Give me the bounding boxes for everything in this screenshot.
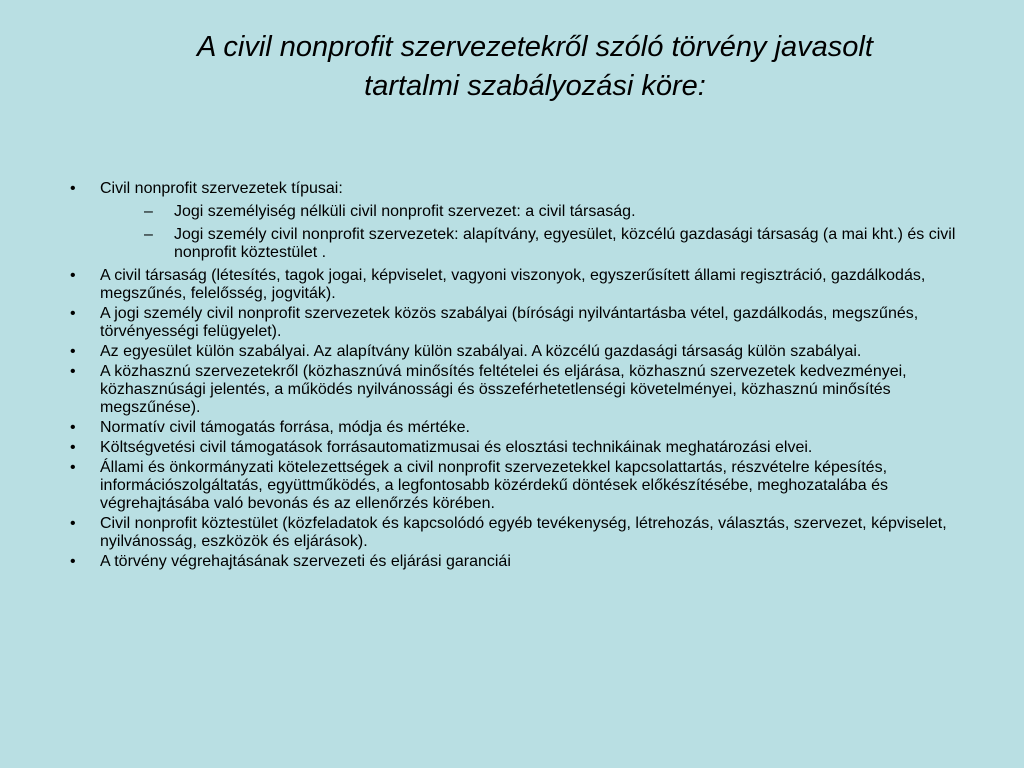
sub-list-item — [100, 203, 970, 221]
list-item — [70, 305, 970, 341]
dash-icon: – — [144, 226, 153, 243]
sub-list-item — [100, 226, 970, 262]
bullet-icon: • — [70, 459, 76, 476]
list-item-text: Civil nonprofit köztestület (közfeladatok és kapcsolódó egyéb tevékenység, létrehozás, választás, szervezet, képviselet, nyilvánosság, eszközök és eljárások). — [100, 515, 947, 550]
list-item — [70, 553, 970, 571]
bullet-icon: • — [70, 515, 76, 532]
list-item-text: Az egyesület külön szabályai. Az alapítvány külön szabályai. A közcélú gazdasági társaság külön szabályai. — [100, 343, 862, 360]
list-item — [70, 419, 970, 437]
sub-list-item-text: Jogi személyiség nélküli civil nonprofit szervezet: a civil társaság. — [174, 203, 636, 220]
list-item — [70, 180, 970, 262]
list-item — [70, 459, 970, 513]
list-item-text: Normatív civil támogatás forrása, módja és mértéke. — [100, 419, 470, 436]
list-item-text: A civil társaság (létesítés, tagok jogai, képviselet, vagyoni viszonyok, egyszerűsített állami regisztráció, gazdálkodás, megszűnés, felelősség, jogviták). — [100, 267, 926, 302]
bullet-list — [70, 180, 970, 573]
bullet-icon: • — [70, 439, 76, 456]
list-item-text: Állami és önkormányzati kötelezettségek a civil nonprofit szervezetekkel kapcsolattartás, részvételre képesítés, információszolgáltatás, együttműködés, a legfontosabb közérdekű döntések előkészítésébe, meghozatalába és végrehajtásába való bevonás és az ellenőrzés körében. — [100, 459, 889, 512]
bullet-icon: • — [70, 267, 76, 284]
list-item-text: A jogi személy civil nonprofit szervezetek közös szabályai (bírósági nyilvántartásba vétel, gazdálkodás, megszűnés, törvényességi felügyelet). — [100, 305, 919, 340]
list-item — [70, 439, 970, 457]
list-item — [70, 267, 970, 303]
list-item — [70, 515, 970, 551]
list-item-text: A közhasznú szervezetekről (közhasznúvá minősítés feltételei és eljárása, közhasznú szervezetek kedvezményei, közhasznúsági jelentés, a működés nyilvánossági és összeférhetetlenségi követelményei, közhasznú minősítés megszűnése). — [100, 363, 907, 416]
list-item-text: A törvény végrehajtásának szervezeti és eljárási garanciái — [100, 553, 511, 570]
bullet-icon: • — [70, 343, 76, 360]
list-item — [70, 343, 970, 361]
slide-title-line-1: A civil nonprofit szervezetekről szóló törvény javasolt — [197, 31, 873, 63]
bullet-icon: • — [70, 419, 76, 436]
list-item-text: Civil nonprofit szervezetek típusai: — [100, 180, 343, 197]
slide-title — [100, 28, 970, 106]
bullet-icon: • — [70, 363, 76, 380]
sub-list-item-text: Jogi személy civil nonprofit szervezetek: alapítvány, egyesület, közcélú gazdasági társaság (a mai kht.) és civil nonprofit köztestület . — [174, 226, 956, 261]
bullet-icon: • — [70, 180, 76, 197]
list-item-text: Költségvetési civil támogatások forrásautomatizmusai és elosztási technikáinak meghatározási elvei. — [100, 439, 813, 456]
sub-list — [100, 203, 970, 262]
bullet-icon: • — [70, 553, 76, 570]
dash-icon: – — [144, 203, 153, 220]
slide-title-line-2: tartalmi szabályozási köre: — [364, 70, 706, 102]
bullet-icon: • — [70, 305, 76, 322]
list-item — [70, 363, 970, 417]
